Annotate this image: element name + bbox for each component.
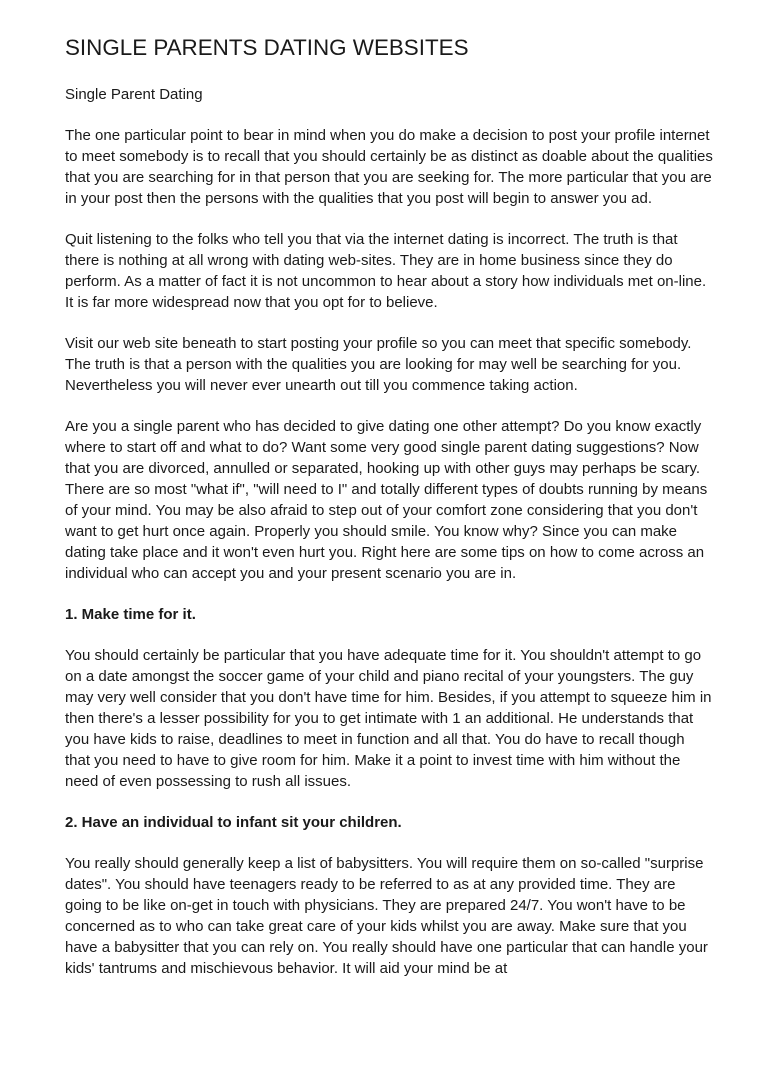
paragraph-1: The one particular point to bear in mind when you do make a decision to post your profile internet to meet somebody is to recall that you should certainly be as distinct as doable about the qualities that you are searching for in that person that you are seeking for. The more particular that you are in your post then the persons with the qualities that you post will begin to answer you ad. xyxy=(65,127,713,207)
page-subtitle: Single Parent Dating xyxy=(65,86,203,103)
section-2-heading: 2. Have an individual to infant sit your children. xyxy=(65,814,402,831)
document-body xyxy=(65,125,713,999)
paragraph-2: Quit listening to the folks who tell you that via the internet dating is incorrect. The truth is that there is nothing at all wrong with dating web-sites. They are in home business since they do perform. As a matter of fact it is not uncommon to hear about a story how individuals met on-line. It is far more widespread now that you opt for to believe. xyxy=(65,231,707,311)
page-title: SINGLE PARENTS DATING WEBSITES xyxy=(65,35,469,60)
section-1-body: You should certainly be particular that you have adequate time for it. You shouldn't attempt to go on a date amongst the soccer game of your child and piano recital of your youngsters. The guy may very well consider that you don't have time for him. Besides, if you attempt to squeeze him in then there's a lesser possibility for you to get intimate with 1 an additional. He understands that you have kids to raise, deadlines to meet in function and all that. You do have to recall though that you need to have to give room for him. Make it a point to invest time with him without the need of even possessing to rush all issues. xyxy=(65,647,712,790)
section-1-heading: 1. Make time for it. xyxy=(65,606,196,623)
section-2-body: You really should generally keep a list of babysitters. You will require them on so-called "surprise dates". You should have teenagers ready to be referred to as at any provided time. They are going to be like on-get in touch with physicians. They are prepared 24/7. You won't have to be concerned as to who can take great care of your kids whilst you are away. Make sure that you have a babysitter that you can rely on. You really should have one particular that can handle your kids' tantrums and mischievous behavior. It will aid your mind be at xyxy=(65,855,708,977)
paragraph-3: Visit our web site beneath to start posting your profile so you can meet that specific somebody. The truth is that a person with the qualities you are looking for may well be searching for you. Nevertheless you will never ever unearth out till you commence taking action. xyxy=(65,335,692,394)
paragraph-4: Are you a single parent who has decided to give dating one other attempt? Do you know exactly where to start off and what to do? Want some very good single parent dating suggestions? Now that you are divorced, annulled or separated, hooking up with other guys may perhaps be scary. There are so most "what if", "will need to I" and totally different types of doubts running by means of your mind. You may be also afraid to step out of your comfort zone considering that you don't want to get hurt once again. Properly you should smile. You know why? Since you can make dating take place and it won't even hurt you. Right here are some tips on how to come across an individual who can accept you and your present scenario you are in. xyxy=(65,418,708,582)
